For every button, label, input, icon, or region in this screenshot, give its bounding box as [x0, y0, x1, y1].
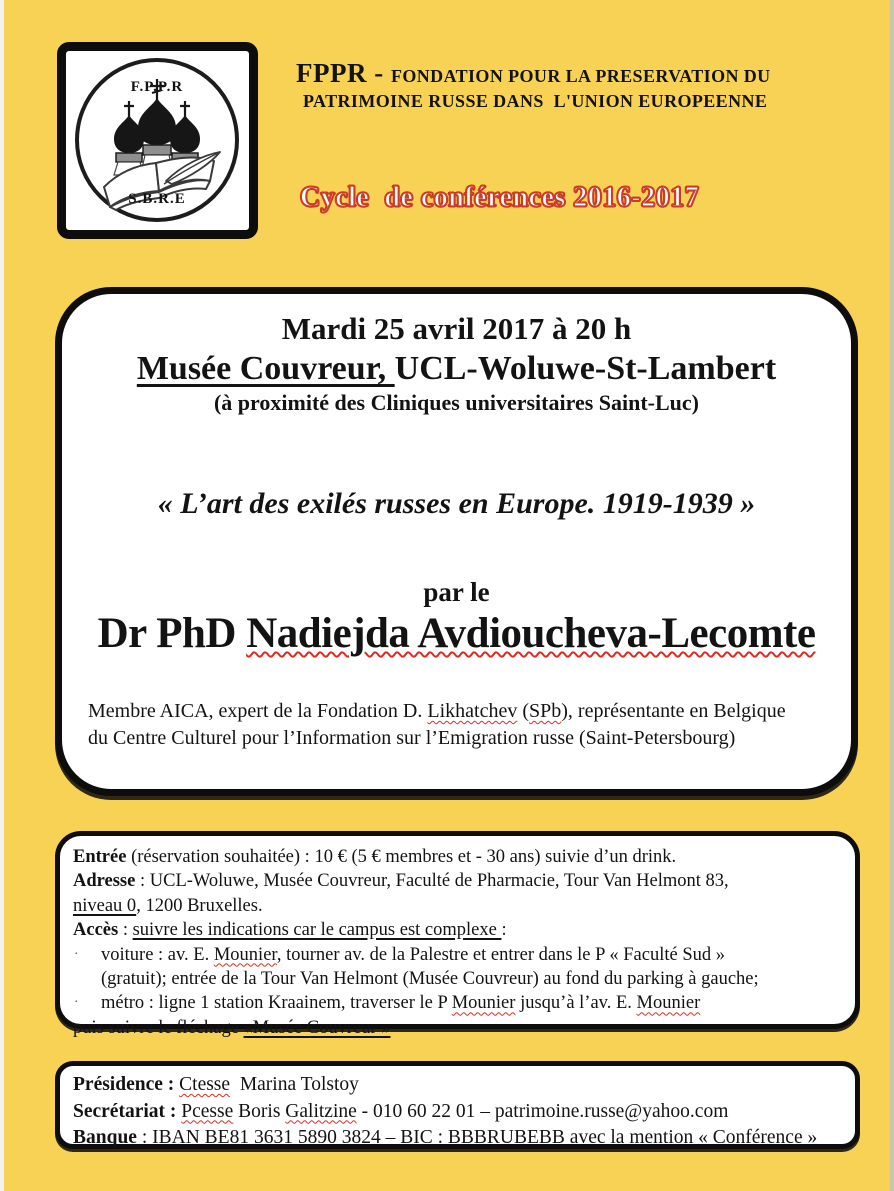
venue-note: (à proximité des Cliniques universitaires Saint-Luc): [213, 390, 700, 415]
secretariat-mid: Boris: [233, 1100, 286, 1122]
presidence-line: [73, 1072, 843, 1099]
presidence-label: Présidence :: [73, 1074, 180, 1095]
secretariat-contact: - 010 60 22 01 – patrimoine.russe@yahoo.com: [356, 1100, 729, 1122]
bio-line2: [88, 725, 825, 752]
secretariat-title: Pcesse: [181, 1100, 234, 1122]
adresse-text: : UCL-Woluwe, Musée Couvreur, Faculté de Pharmacie, Tour Van Helmont 83,: [135, 871, 729, 892]
fppr-logo-emblem: [66, 51, 249, 230]
secretariat-name: Galitzine: [285, 1100, 357, 1122]
header-block: [296, 60, 871, 113]
bio-line1: [88, 698, 825, 725]
bio-l1-misspelled1: Likhatchev: [427, 700, 518, 722]
metro-text1: métro : ligne 1 station Kraainem, traverser le P: [101, 993, 452, 1014]
speaker-prefix: Dr PhD: [97, 610, 247, 657]
logo-bottom-text: S.B.R.E: [128, 191, 186, 207]
bio-l1-text: Membre AICA, expert de la Fondation D.: [88, 700, 428, 722]
acces-sep: :: [118, 920, 133, 941]
banque-label: Banque: [73, 1127, 137, 1148]
presidence-name: Marina Tolstoy: [230, 1074, 359, 1095]
event-box: [55, 287, 858, 796]
speaker-bio: [62, 698, 851, 752]
venue-museum: Musée Couvreur,: [136, 350, 395, 387]
contact-box: [55, 1061, 860, 1149]
adresse-line: [73, 869, 843, 893]
car-access-line: [73, 943, 843, 967]
event-datetime: Mardi 25 avril 2017 à 20 h: [281, 311, 632, 346]
org-title-line1: [296, 60, 871, 89]
logo-top-text: F.P.P.R: [130, 79, 184, 95]
metro-misspelled2: Mounier: [636, 993, 701, 1014]
bio-l1-misspelled2: SPb: [529, 700, 562, 722]
event-venue: [62, 350, 851, 388]
flechage-line: [73, 1016, 843, 1040]
secretariat-label: Secrétariat :: [73, 1100, 182, 1122]
adresse-niveau: niveau 0: [73, 895, 137, 916]
adresse-city: , 1200 Bruxelles.: [136, 895, 263, 916]
bio-l1-paren: (: [517, 700, 530, 722]
presidence-title: Ctesse: [179, 1074, 231, 1095]
bullet-icon: ·: [74, 946, 79, 962]
car-text3: (gratuit); entrée de la Tour Van Helmont (Musée Couvreur) au fond du parking à gauche;: [101, 969, 759, 990]
car-access-line2: [73, 967, 843, 991]
car-text1: voiture : av. E.: [101, 944, 214, 965]
venue-campus: UCL-Woluwe-St-Lambert: [394, 350, 777, 387]
adresse-line2: [73, 894, 843, 918]
adresse-label: Adresse: [73, 871, 136, 892]
acces-underlined: suivre les indications car le campus est complexe: [132, 920, 502, 941]
acces-line: [73, 918, 843, 942]
cycle-title: Cycle de conférences 2016-2017: [300, 182, 700, 213]
lecture-title: « L’art des exilés russes en Europe. 1919-1939 »: [157, 487, 756, 520]
speaker-name-line: [62, 609, 851, 658]
acces-colon: :: [501, 920, 507, 941]
acces-label: Accès: [73, 920, 119, 941]
speaker-name: Nadiejda Avdioucheva-Lecomte: [246, 610, 816, 657]
metro-text2: jusqu’à l’av. E.: [515, 993, 637, 1014]
flechage-underlined: «Musée Couvreur »: [243, 1017, 391, 1038]
bio-l2-text: du Centre Culturel pour l’Information sur l’Emigration russe (Saint-Petersbourg): [88, 727, 736, 749]
metro-misspelled1: Mounier: [451, 993, 516, 1014]
secretariat-line: [73, 1099, 843, 1126]
entree-text: (réservation souhaitée) : 10 € (5 € membres et - 30 ans) suivie d’un drink.: [126, 847, 677, 867]
entree-line: [73, 845, 843, 869]
practical-info-box: [55, 831, 860, 1038]
metro-access-line: [73, 991, 843, 1015]
org-name-part1: FONDATION POUR LA PRESERVATION DU: [390, 66, 771, 86]
entree-label: Entrée: [73, 847, 127, 867]
flechage-text: puis suivre le fléchage: [73, 1017, 244, 1038]
bullet-icon: ·: [74, 995, 79, 1011]
car-misspelled1: Mounier: [213, 944, 277, 965]
fppr-logo: [57, 42, 258, 239]
banque-text: : IBAN BE81 3631 5890 3824 – BIC : BBBRUBEBB avec la mention « Conférence »: [136, 1127, 818, 1148]
car-text2: , tourner av. de la Palestre et entrer dans le P « Faculté Sud »: [276, 944, 725, 965]
par-le-label: par le: [423, 577, 490, 607]
org-title-line2: PATRIMOINE RUSSE DANS L'UNION EUROPEENNE: [303, 91, 768, 111]
org-acronym: FPPR -: [296, 58, 391, 88]
banque-line: [73, 1125, 843, 1152]
bio-l1-end: ), représentante en Belgique: [561, 700, 786, 722]
